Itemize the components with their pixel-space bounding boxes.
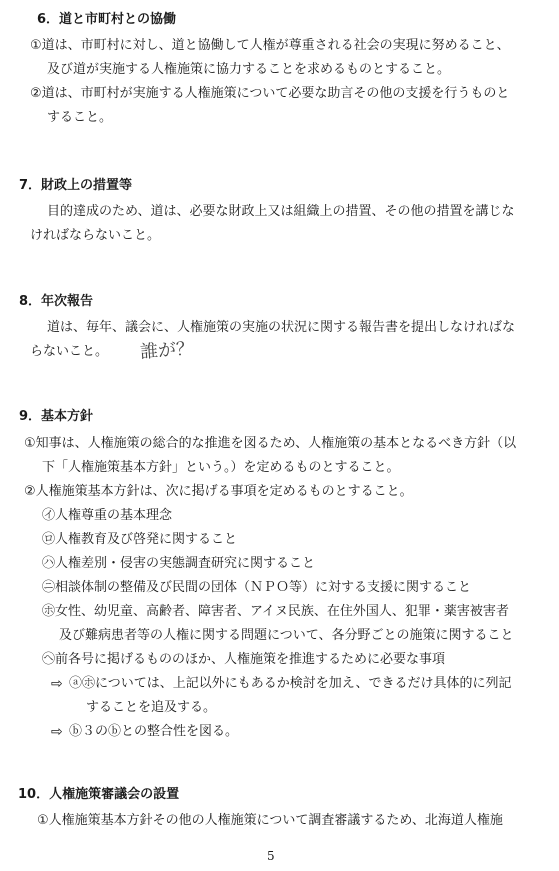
section-8-line-2: らないこと。 xyxy=(30,344,109,359)
section-7-heading: 7．財政上の措置等 xyxy=(19,178,133,193)
arrow-right-icon: ⇨ xyxy=(51,724,63,740)
section-7-line-2: ければならないこと。 xyxy=(30,228,161,243)
section-9-note-a-line-1: ⓐ㋭については、上記以外にもあるか検討を加え、できるだけ具体的に列記 xyxy=(69,676,512,691)
section-9-sub-f: ㋬前各号に掲げるもののほか、人権施策を推進するために必要な事項 xyxy=(42,652,446,667)
section-9-note-b: ⓑ３のⓑとの整合性を図る。 xyxy=(69,724,239,739)
section-6-heading: 6．道と市町村との協働 xyxy=(37,12,177,27)
section-10-line-1: ①人権施策基本方針その他の人権施策について調査審議するため、北海道人権施 xyxy=(37,813,503,828)
section-6-item-1-line-1: ①道は、市町村に対し、道と協働して人権が尊重される社会の実現に努めること、 xyxy=(30,38,510,53)
section-6-item-2-line-2: すること。 xyxy=(47,110,113,125)
page-number: 5 xyxy=(267,849,275,863)
section-9-sub-d: ㋥相談体制の整備及び民間の団体（ＮＰＯ等）に対する支援に関すること xyxy=(42,580,472,595)
section-8-line-1: 道は、毎年、議会に、人権施策の実施の状況に関する報告書を提出しなければな xyxy=(47,320,516,335)
handwritten-note: 誰が？ xyxy=(139,338,195,363)
section-9-line-1: ①知事は、人権施策の総合的な推進を図るため、人権施策の基本となるべき方針（以 xyxy=(24,436,517,451)
section-8-heading: 8．年次報告 xyxy=(19,294,94,309)
section-9-sub-b: ㋺人権教育及び啓発に関すること xyxy=(42,532,238,547)
arrow-right-icon: ⇨ xyxy=(51,676,63,692)
section-9-line-3: ②人権施策基本方針は、次に掲げる事項を定めるものとすること。 xyxy=(24,484,413,499)
section-9-sub-c: ㋩人権差別・侵害の実態調査研究に関すること xyxy=(42,556,316,571)
section-10-heading: 10．人権施策審議会の設置 xyxy=(18,787,180,802)
section-9-sub-a: ㋑人権尊重の基本理念 xyxy=(42,508,173,523)
section-9-sub-e-line-1: ㋭女性、幼児童、高齢者、障害者、アイヌ民族、在住外国人、犯罪・薬害被害者 xyxy=(42,604,509,619)
section-9-heading: 9．基本方針 xyxy=(19,409,94,424)
section-9-note-a-line-2: することを追及する。 xyxy=(86,700,217,715)
section-6-item-2-line-1: ②道は、市町村が実施する人権施策について必要な助言その他の支援を行うものと xyxy=(30,86,510,101)
section-7-line-1: 目的達成のため、道は、必要な財政上又は組織上の措置、その他の措置を講じな xyxy=(47,204,515,219)
section-9-line-2: 下「人権施策基本方針」という。）を定めるものとすること。 xyxy=(42,460,400,475)
section-6-item-1-line-2: 及び道が実施する人権施策に協力することを求めるものとすること。 xyxy=(47,62,451,77)
section-9-sub-e-line-2: 及び難病患者等の人権に関する問題について、各分野ごとの施策に関すること xyxy=(59,628,514,643)
